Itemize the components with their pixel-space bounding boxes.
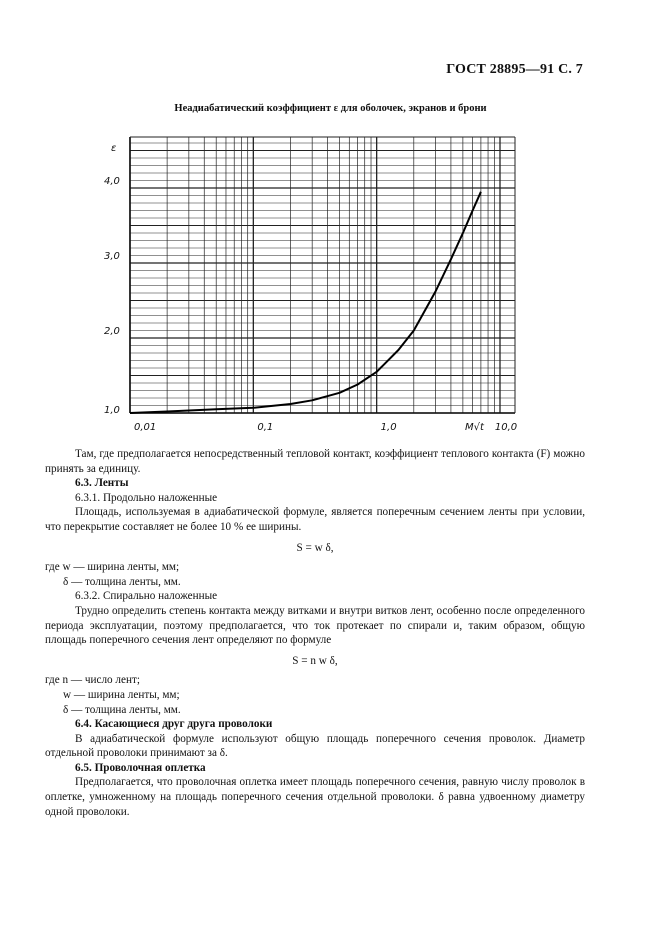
legend-w-2: w — ширина ленты, мм;	[63, 688, 180, 701]
chart-grid	[130, 137, 515, 413]
y-tick-label: 1,0	[104, 405, 120, 416]
formula-2: S = n w δ,	[292, 654, 338, 667]
legend-delta-1: δ — толщина ленты, мм.	[63, 575, 181, 588]
x-tick-label: 0,1	[257, 422, 274, 433]
paragraph-spiral: Трудно определить степень контакта между витками и внутри витков лент, особенно после определенного периода эксплуатации, поэтому предполагается, что ток протекает по спирали и, таким образом, общую площадь поперечного сечения лент определяют по формуле	[45, 604, 585, 647]
paragraph-braid: Предполагается, что проволочная оплетка имеет площадь поперечного сечения, равную числу проволок в оплетке, умноженному на площадь поперечного сечения отдельной проволоки. δ равна удвоенному диаметру одной проволоки.	[45, 776, 585, 818]
paragraph-wires: В адиабатической формуле используют общую площадь поперечного сечения проволок. Диаметр отдельной проволоки принимают за δ.	[45, 732, 585, 760]
chart-title: Неадиабатический коэффициент ε для оболочек, экранов и брони	[174, 103, 487, 114]
legend-n-2: где n — число лент;	[45, 674, 140, 687]
paragraph-longitudinal: Площадь, используемая в адиабатической формуле, является поперечным сечением ленты при условии, что перекрытие составляет не более 10 % ее ширины.	[45, 506, 585, 533]
y-tick-label: 3,0	[104, 251, 120, 262]
subheading-6-3-1: 6.3.1. Продольно наложенные	[75, 491, 218, 504]
legend-w-1: где w — ширина ленты, мм;	[45, 561, 180, 574]
formula-1: S = w δ,	[296, 541, 334, 554]
y-tick-label: 4,0	[104, 176, 120, 187]
heading-6-3: 6.3. Ленты	[75, 477, 129, 490]
x-tick-labels	[134, 422, 517, 433]
y-tick-labels	[104, 176, 120, 416]
chart-frame	[130, 137, 515, 413]
chart	[0, 0, 661, 440]
y-tick-label: 2,0	[104, 326, 120, 337]
x-tick-label: 1,0	[380, 422, 397, 433]
page-header: ГОСТ 28895—91 С. 7	[446, 62, 583, 77]
heading-6-5: 6.5. Проволочная оплетка	[75, 761, 206, 774]
y-axis-label: ε	[111, 143, 117, 154]
subheading-6-3-2: 6.3.2. Спирально наложенные	[75, 590, 218, 603]
paragraph-contact: Там, где предполагается непосредственный тепловой контакт, коэффициент теплового контакта (F) можно принять за единицу.	[45, 448, 585, 475]
x-axis-label: M√t	[465, 422, 484, 433]
legend-delta-2: δ — толщина ленты, мм.	[63, 703, 181, 716]
body-text	[45, 447, 585, 819]
x-tick-label: 0,01	[134, 422, 157, 433]
x-tick-label: 10,0	[494, 422, 518, 433]
curve-line	[130, 192, 481, 413]
heading-6-4: 6.4. Касающиеся друг друга проволоки	[75, 718, 273, 731]
chart-curve	[130, 192, 481, 413]
